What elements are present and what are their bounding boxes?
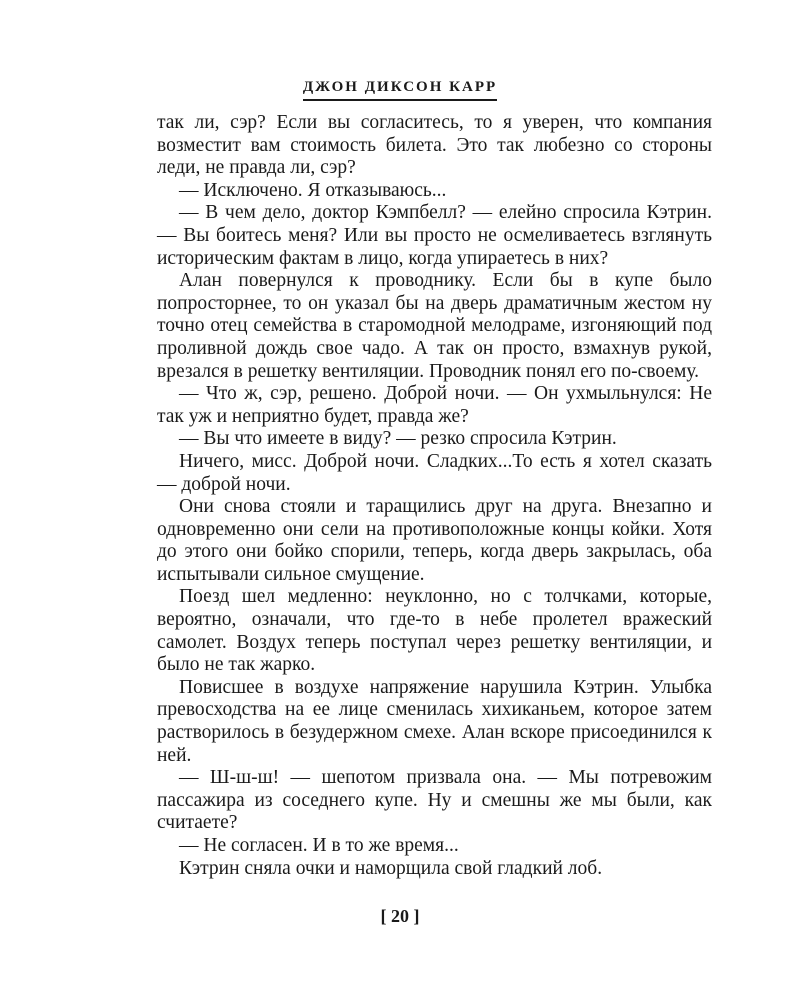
paragraph: Алан повернулся к проводнику. Если бы в купе было попросторнее, то он указал бы на дверь драматичным жестом ну точно отец семейства в старомодной мелодраме, изгоняющий под проливной дождь свое чадо. А так он просто, взмахнув рукой, врезался в решетку вентиляции. Проводник понял его по-своему.: [157, 270, 712, 382]
paragraph: Кэтрин сняла очки и наморщила свой гладкий лоб.: [179, 857, 603, 879]
paragraph: — Что ж, сэр, решено. Доброй ночи. — Он ухмыльнулся: Не так уж и неприятно будет, правда же?: [157, 383, 712, 427]
running-header: [0, 78, 800, 101]
running-title: ДЖОН ДИКСОН КАРР: [303, 79, 497, 101]
page-number: [ 20 ]: [380, 906, 420, 926]
paragraph: — В чем дело, доктор Кэмпбелл? — елейно спросила Кэтрин. — Вы боитесь меня? Или вы просто не осмеливаетесь взглянуть историческим фактам в лицо, когда упираетесь в них?: [157, 202, 712, 269]
paragraph: — Вы что имеете в виду? — резко спросила Кэтрин.: [179, 428, 617, 450]
body-text: [157, 112, 712, 880]
paragraph: так ли, сэр? Если вы согласитесь, то я уверен, что компания возместит вам стоимость билета. Это так любезно со стороны леди, не правда ли, сэр?: [157, 112, 712, 179]
paragraph: — Ш-ш-ш! — шепотом призвала она. — Мы потревожим пассажира из соседнего купе. Ну и смешны же мы были, как считаете?: [157, 767, 712, 834]
paragraph: Они снова стояли и таращились друг на друга. Внезапно и одновременно они сели на противоположные концы койки. Хотя до этого они бойко спорили, теперь, когда дверь закрылась, оба испытывали сильное смущение.: [157, 496, 712, 585]
paragraph: — Не согласен. И в то же время...: [179, 835, 459, 856]
paragraph: — Исключено. Я отказываюсь...: [179, 179, 447, 201]
paragraph: Повисшее в воздухе напряжение нарушила Кэтрин. Улыбка превосходства на ее лице сменилась хихиканьем, которое затем растворилось в безудержном смехе. Алан вскоре присоединился к ней.: [157, 676, 712, 766]
paragraph: Ничего, мисс. Доброй ночи. Сладких...То есть я хотел сказать — доброй ночи.: [157, 450, 712, 495]
paragraph: Поезд шел медленно: неуклонно, но с толчками, которые, вероятно, означали, что где-то в небе пролетел вражеский самолет. Воздух теперь поступал через решетку вентиляции, и было не так жарко.: [157, 586, 712, 676]
